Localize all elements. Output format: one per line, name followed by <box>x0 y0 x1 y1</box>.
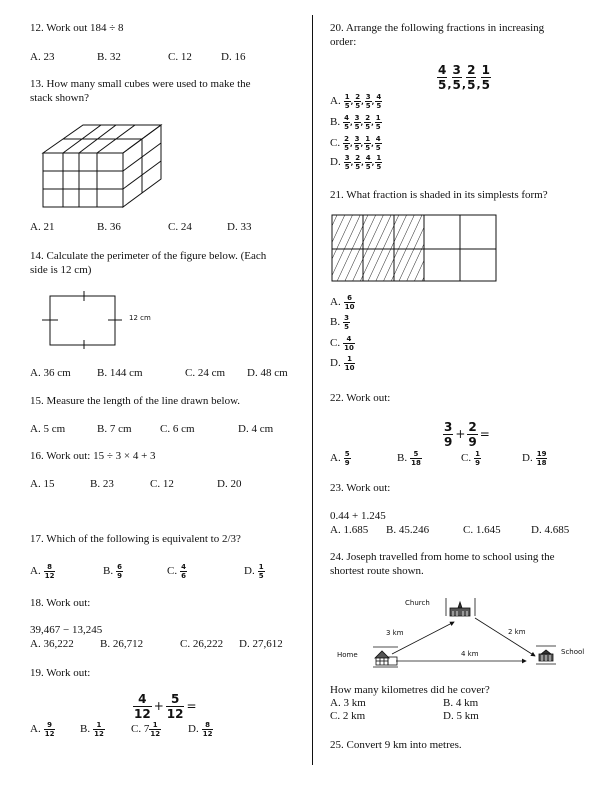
q19-equation: $\frac{4}{12}$ + $\frac{5}{12}$ = <box>134 692 197 721</box>
q15-option-b[interactable]: B. 7 cm <box>97 423 132 435</box>
q23-option-b[interactable]: B. 45.246 <box>386 524 430 536</box>
q20-option-a[interactable]: A. $\frac{1}{5}$ , $\frac{2}{5}$ , $\frac{3}{5}$ , $\frac{4}{5}$ <box>330 93 382 110</box>
option-label: B. <box>103 565 114 578</box>
q12-option-d[interactable]: D. 16 <box>221 51 246 63</box>
option-label: D. <box>330 156 341 168</box>
school-icon <box>536 646 556 664</box>
option-label: A. <box>30 723 41 736</box>
q19-option-c[interactable]: C. 7 $\frac{1}{12}$ <box>131 721 161 738</box>
q24-question-line2: shortest route shown. <box>330 565 424 577</box>
map-label-home: Home <box>337 651 358 659</box>
q22-equation: $\frac{3}{9}$ + $\frac{2}{9}$ = <box>444 420 490 449</box>
q15-question: 15. Measure the length of the line drawn below. <box>30 395 241 407</box>
q15-option-c[interactable]: C. 6 cm <box>160 423 195 435</box>
option-label: C. <box>461 452 472 465</box>
q23-option-d[interactable]: D. 4.685 <box>531 524 570 536</box>
shaded-grid-figure <box>330 213 498 283</box>
q14-option-a[interactable]: A. 36 cm <box>30 367 71 379</box>
q17-option-b[interactable]: B. $\frac{6}{9}$ <box>103 563 122 580</box>
map-distance-home-school: 4 km <box>461 650 479 658</box>
mixed-whole: 7 <box>143 723 150 736</box>
q25-question: 25. Convert 9 km into metres. <box>330 739 462 751</box>
q22-question: 22. Work out: <box>330 392 391 404</box>
option-label: B. <box>330 116 341 128</box>
q16-option-c[interactable]: C. 12 <box>150 478 174 490</box>
q16-question: 16. Work out: 15 ÷ 3 × 4 + 3 <box>30 450 156 462</box>
q13-option-b[interactable]: B. 36 <box>97 221 121 233</box>
q12-question: 12. Work out 184 ÷ 8 <box>30 22 124 34</box>
q21-option-c[interactable]: C. $\frac{4}{10}$ <box>330 335 354 352</box>
q13-option-a[interactable]: A. 21 <box>30 221 55 233</box>
q18-expression: 39,467 − 13,245 <box>30 624 103 636</box>
q20-option-b[interactable]: B. $\frac{4}{5}$ , $\frac{3}{5}$ , $\frac{2}{5}$ , $\frac{1}{5}$ <box>330 114 381 131</box>
q20-option-d[interactable]: D. $\frac{3}{5}$ , $\frac{2}{5}$ , $\frac{4}{5}$ , $\frac{1}{5}$ <box>330 154 382 171</box>
q16-option-d[interactable]: D. 20 <box>217 478 242 490</box>
q20-question-line1: 20. Arrange the following fractions in increasing <box>330 22 545 34</box>
q14-question-line1: 14. Calculate the perimeter of the figure below. (Each <box>30 250 267 262</box>
option-label: C. <box>330 337 341 350</box>
q24-option-d[interactable]: D. 5 km <box>443 710 479 722</box>
map-label-school: School <box>561 648 585 656</box>
option-label: D. <box>188 723 199 736</box>
q24-option-b[interactable]: B. 4 km <box>443 697 479 709</box>
q19-question: 19. Work out: <box>30 667 91 679</box>
option-label: A. <box>30 565 41 578</box>
option-label: C. <box>330 137 341 149</box>
q14-option-c[interactable]: C. 24 cm <box>185 367 226 379</box>
q23-expression: 0.44 + 1.245 <box>330 510 386 522</box>
q19-option-a[interactable]: A. $\frac{9}{12}$ <box>30 721 55 738</box>
q21-option-d[interactable]: D. $\frac{1}{10}$ <box>330 355 355 372</box>
q24-question-line1: 24. Joseph travelled from home to school using the <box>330 551 555 563</box>
q17-option-a[interactable]: A. $\frac{8}{12}$ <box>30 563 55 580</box>
q20-question-line2: order: <box>330 36 357 48</box>
q23-question: 23. Work out: <box>330 482 391 494</box>
q14-option-d[interactable]: D. 48 cm <box>247 367 288 379</box>
q17-option-d[interactable]: D. $\frac{1}{5}$ <box>244 563 264 580</box>
q24-sub-question: How many kilometres did he cover? <box>330 684 490 696</box>
q23-option-c[interactable]: C. 1.645 <box>463 524 501 536</box>
q22-option-c[interactable]: C. $\frac{1}{9}$ <box>461 450 480 467</box>
option-label: D. <box>244 565 255 578</box>
q19-option-d[interactable]: D. $\frac{8}{12}$ <box>188 721 213 738</box>
option-label: B. <box>80 723 91 736</box>
q21-question: 21. What fraction is shaded in its simplests form? <box>330 189 548 201</box>
q17-question: 17. Which of the following is equivalent to 2/3? <box>30 533 241 545</box>
q12-option-a[interactable]: A. 23 <box>30 51 55 63</box>
q18-option-a[interactable]: A. 36,222 <box>30 638 74 650</box>
option-label: C. <box>167 565 178 578</box>
q22-option-b[interactable]: B. $\frac{5}{18}$ <box>397 450 421 467</box>
q15-option-d[interactable]: D. 4 cm <box>238 423 274 435</box>
q13-option-c[interactable]: C. 24 <box>168 221 192 233</box>
q23-option-a[interactable]: A. 1.685 <box>330 524 369 536</box>
q21-option-a[interactable]: A. $\frac{6}{10}$ <box>330 294 355 311</box>
q19-option-b[interactable]: B. $\frac{1}{12}$ <box>80 721 104 738</box>
q18-option-d[interactable]: D. 27,612 <box>239 638 283 650</box>
q18-option-b[interactable]: B. 26,712 <box>100 638 144 650</box>
q22-option-a[interactable]: A. $\frac{5}{9}$ <box>330 450 350 467</box>
q18-option-c[interactable]: C. 26,222 <box>180 638 224 650</box>
q16-option-a[interactable]: A. 15 <box>30 478 55 490</box>
option-label: D. <box>330 357 341 370</box>
option-label: C. <box>131 723 142 736</box>
q14-question-line2: side is 12 cm) <box>30 264 92 276</box>
square-figure <box>40 290 120 350</box>
q17-option-c[interactable]: C. $\frac{4}{6}$ <box>167 563 186 580</box>
q12-option-b[interactable]: B. 32 <box>97 51 121 63</box>
q24-option-a[interactable]: A. 3 km <box>330 697 366 709</box>
option-label: A. <box>330 95 341 107</box>
q20-option-c[interactable]: C. $\frac{2}{5}$ , $\frac{3}{5}$ , $\frac{1}{5}$ , $\frac{4}{5}$ <box>330 135 381 152</box>
q13-question-line1: 13. How many small cubes were used to make the <box>30 78 251 90</box>
q15-option-a[interactable]: A. 5 cm <box>30 423 66 435</box>
church-icon <box>446 598 475 616</box>
q14-option-b[interactable]: B. 144 cm <box>97 367 143 379</box>
option-label: B. <box>330 316 341 329</box>
q16-option-b[interactable]: B. 23 <box>90 478 114 490</box>
q12-option-c[interactable]: C. 12 <box>168 51 192 63</box>
q21-option-b[interactable]: B. $\frac{3}{5}$ <box>330 314 349 331</box>
map-distance-home-church: 3 km <box>386 629 404 637</box>
q13-question-line2: stack shown? <box>30 92 89 104</box>
square-side-label: 12 cm <box>129 314 151 322</box>
map-distance-church-school: 2 km <box>508 628 526 636</box>
cube-stack-figure <box>40 122 165 212</box>
column-divider <box>312 15 313 765</box>
q18-question: 18. Work out: <box>30 597 91 609</box>
option-label: B. <box>397 452 408 465</box>
option-label: A. <box>330 296 341 309</box>
map-label-church: Church <box>405 599 430 607</box>
q22-option-d[interactable]: D. $\frac{19}{18}$ <box>522 450 547 467</box>
home-icon <box>373 647 398 667</box>
q13-option-d[interactable]: D. 33 <box>227 221 252 233</box>
option-label: D. <box>522 452 533 465</box>
q24-option-c[interactable]: C. 2 km <box>330 710 366 722</box>
option-label: A. <box>330 452 341 465</box>
q20-given-fractions: $\frac{4}{5}$ , $\frac{3}{5}$ , $\frac{2}{5}$ , $\frac{1}{5}$ <box>438 63 490 92</box>
